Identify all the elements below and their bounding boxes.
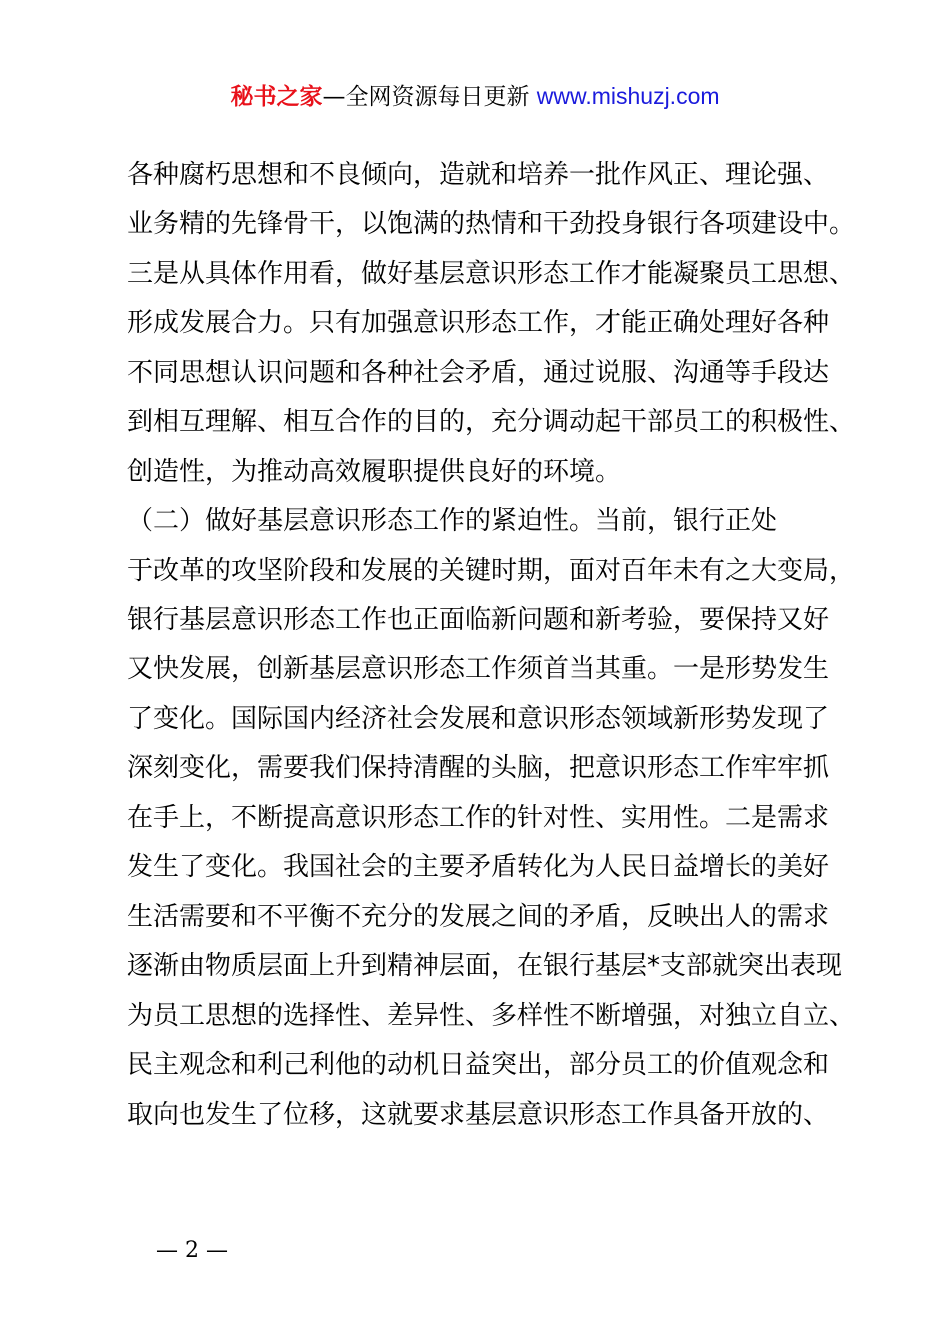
text-line: 三是从具体作用看，做好基层意识形态工作才能凝聚员工思想、 — [127, 259, 856, 289]
text-line: 逐渐由物质层面上升到精神层面，在银行基层*支部就突出表现 — [127, 951, 843, 981]
text-line: 创造性，为推动高效履职提供良好的环境。 — [127, 457, 622, 487]
text-line: 形成发展合力。只有加强意识形态工作，才能正确处理好各种 — [127, 308, 830, 338]
text-line: 于改革的攻坚阶段和发展的关键时期，面对百年未有之大变局， — [127, 556, 856, 586]
text-line: 各种腐朽思想和不良倾向，造就和培养一批作风正、理论强、 — [127, 160, 830, 190]
text-line: 业务精的先锋骨干，以饱满的热情和干劲投身银行各项建设中。 — [127, 209, 856, 239]
text-line: 为员工思想的选择性、差异性、多样性不断增强，对独立自立、 — [127, 1001, 856, 1031]
text-line: 不同思想认识问题和各种社会矛盾，通过说服、沟通等手段达 — [127, 358, 830, 388]
text-line: 发生了变化。我国社会的主要矛盾转化为人民日益增长的美好 — [127, 852, 830, 882]
text-line: （二）做好基层意识形态工作的紧迫性。当前，银行正处 — [127, 506, 778, 536]
site-tagline: —全网资源每日更新 — [322, 84, 530, 110]
site-url-link[interactable]: www.mishuzj.com — [536, 83, 720, 109]
text-line: 取向也发生了位移，这就要求基层意识形态工作具备开放的、 — [127, 1100, 830, 1130]
text-line: 生活需要和不平衡不充分的发展之间的矛盾，反映出人的需求 — [127, 902, 830, 932]
site-brand: 秘书之家 — [230, 84, 323, 110]
text-line: 了变化。国际国内经济社会发展和意识形态领域新形势发现了 — [127, 704, 830, 734]
text-line: 又快发展，创新基层意识形态工作须首当其重。一是形势发生 — [127, 654, 830, 684]
page-number: — 2 — — [156, 1238, 228, 1263]
text-line: 银行基层意识形态工作也正面临新问题和新考验，要保持又好 — [127, 605, 830, 635]
text-line: 在手上，不断提高意识形态工作的针对性、实用性。二是需求 — [127, 803, 830, 833]
text-line: 深刻变化，需要我们保持清醒的头脑，把意识形态工作牢牢抓 — [127, 753, 830, 783]
text-line: 民主观念和利己利他的动机日益突出，部分员工的价值观念和 — [127, 1050, 830, 1080]
site-header — [0, 80, 950, 113]
text-line: 到相互理解、相互合作的目的，充分调动起干部员工的积极性、 — [127, 407, 856, 437]
